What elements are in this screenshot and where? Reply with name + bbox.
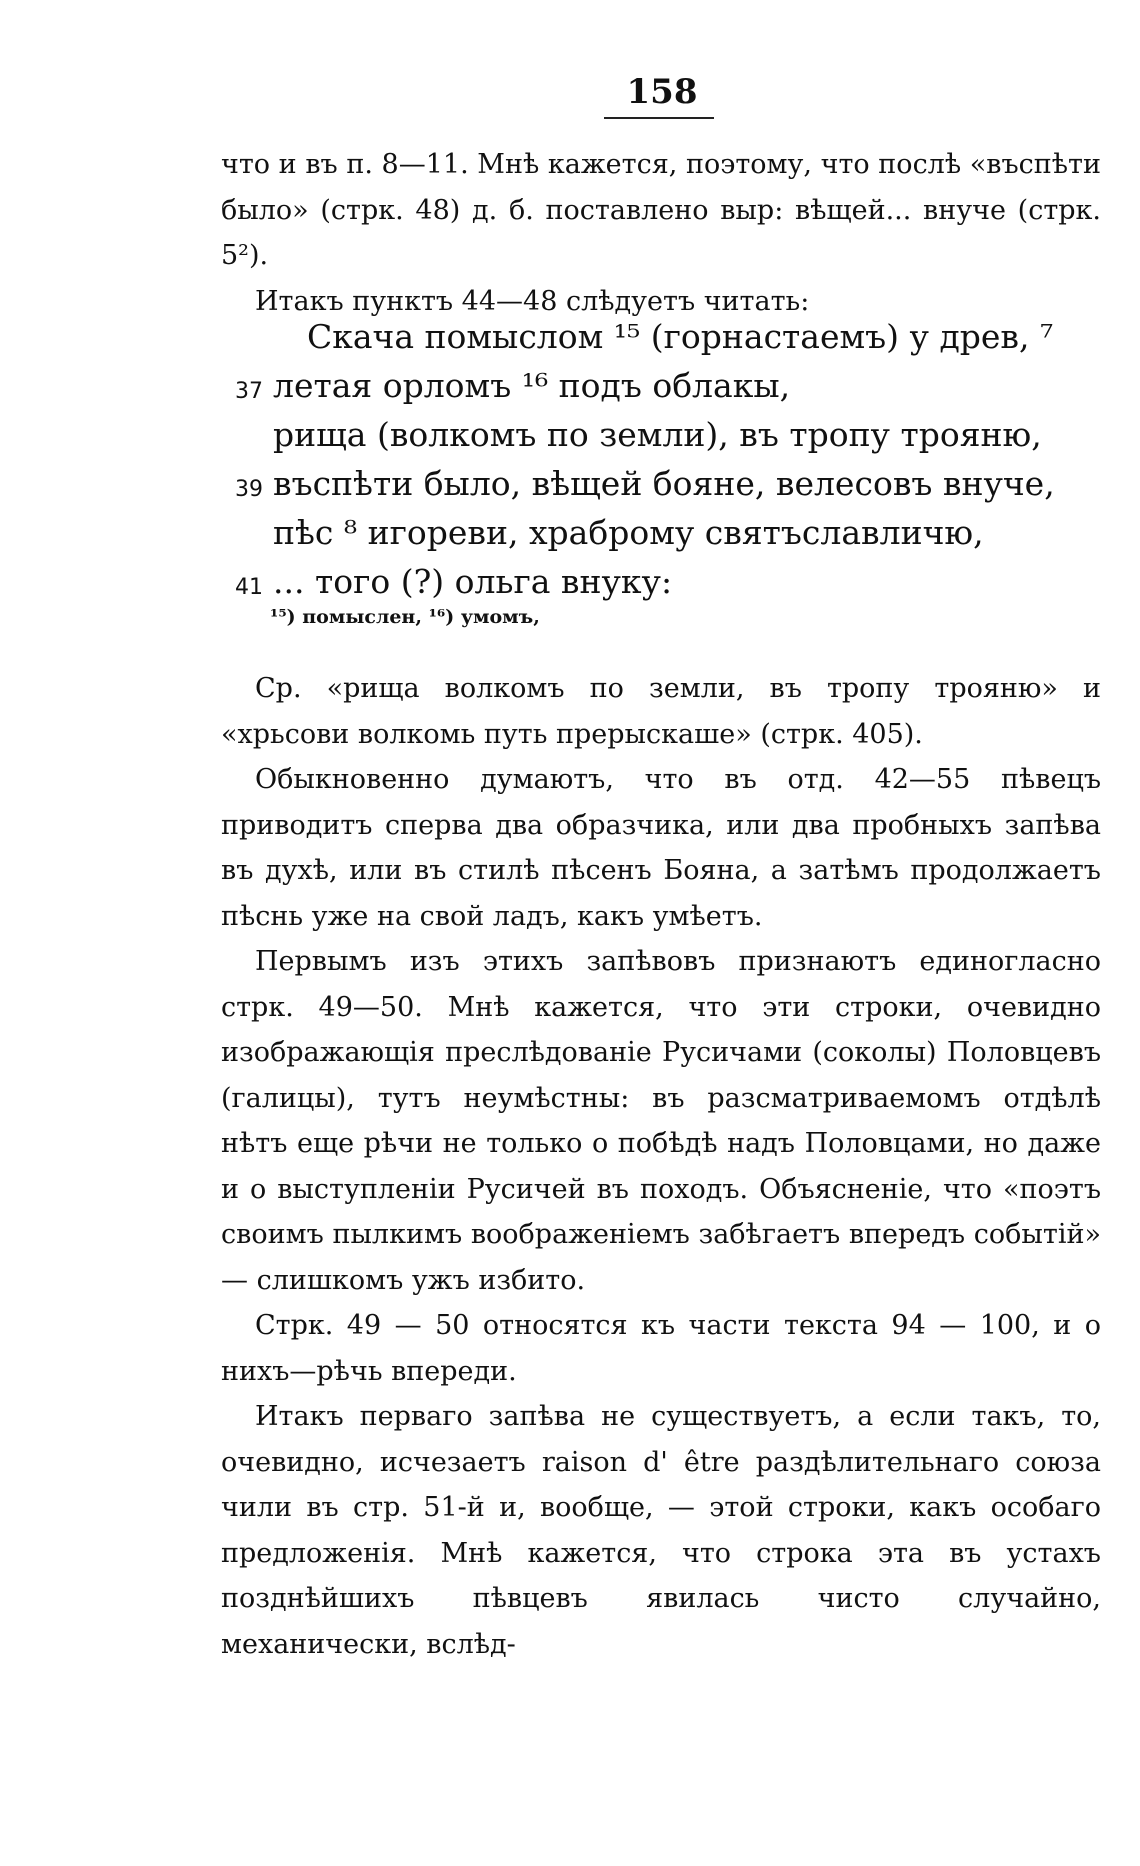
- page-number-rule: [604, 117, 714, 119]
- verse-line: [221, 557, 1101, 606]
- paragraph: Первымъ изъ этихъ запѣвовъ признаютъ единогласно стрк. 49—50. Мнѣ кажется, что эти строки, очевидно изображающія преслѣдованіе Русичами (соколы) Половцевъ (галицы), тутъ неумѣстны: въ разсматриваемомъ отдѣлѣ нѣтъ еще рѣчи не только о побѣдѣ надъ Половцами, но даже и о выступленіи Русичей въ походъ. Объясненіе, что «поэтъ своимъ пылкимъ воображеніемъ забѣгаетъ впередъ событій» — слишкомъ ужъ избито.: [221, 946, 1101, 1296]
- verse-line: [221, 508, 1101, 557]
- verse-line: [221, 459, 1101, 508]
- verse-line: [221, 410, 1101, 459]
- verse-line-text: Скача помыслом ¹⁵ (горнастаемъ) у древ, ⁷: [307, 317, 1054, 356]
- paragraph: Стрк. 49 — 50 относятся къ части текста 94 — 100, и о нихъ—рѣчь впереди.: [221, 1310, 1101, 1387]
- paragraph: Обыкновенно думаютъ, что въ отд. 42—55 пѣвецъ приводитъ сперва два образчика, или два пробныхъ запѣва въ духѣ, или въ стилѣ пѣсенъ Бояна, а затѣмъ продолжаетъ пѣснь уже на свой ладъ, какъ умѣетъ.: [221, 764, 1101, 932]
- verse-line-number: 41: [235, 575, 263, 600]
- verse-line-text: летая орломъ ¹⁶ подъ облакы,: [273, 366, 791, 405]
- verse-footnote: ¹⁵) помыслен, ¹⁶) умомъ,: [270, 606, 540, 628]
- verse-line-text: ... того (?) ольга внуку:: [273, 562, 673, 601]
- verse-line: [221, 361, 1101, 410]
- verse-block: [221, 312, 1101, 606]
- verse-line-text: въспѣти было, вѣщей бояне, велесовъ внуче,: [273, 464, 1055, 503]
- paragraph: Итакъ перваго запѣва не существуетъ, а если такъ, то, очевидно, исчезаетъ raison d' être раздѣлительнаго союза чили въ стр. 51-й и, вообще, — этой строки, какъ особаго предложенія. Мнѣ кажется, что строка эта въ устахъ позднѣйшихъ пѣвцевъ явилась чисто случайно, механически, вслѣд-: [221, 1401, 1101, 1660]
- verse-line-text: рища (волкомъ по земли), въ тропу трояню,: [273, 415, 1042, 454]
- page-number: 158: [626, 72, 698, 112]
- paragraph: Ср. «рища волкомъ по земли, въ тропу трояню» и «хрьсови волкомь путь прерыскаше» (стрк. 405).: [221, 673, 1101, 750]
- body-text: [221, 666, 1101, 1667]
- verse-line-number: 37: [235, 379, 263, 404]
- intro-lead-line: Итакъ пунктъ 44—48 слѣдуетъ читать:: [255, 285, 810, 317]
- verse-line-number: 39: [235, 477, 263, 502]
- verse-line-text: пѣс ⁸ игореви, храброму святъславличю,: [273, 513, 984, 552]
- intro-paragraph: что и въ п. 8—11. Мнѣ кажется, поэтому, что послѣ «въспѣти было» (стрк. 48) д. б. поставлено выр: вѣщей... внуче (стрк. 5²).: [221, 149, 1101, 271]
- verse-line: [221, 312, 1101, 361]
- intro-block: [221, 142, 1101, 324]
